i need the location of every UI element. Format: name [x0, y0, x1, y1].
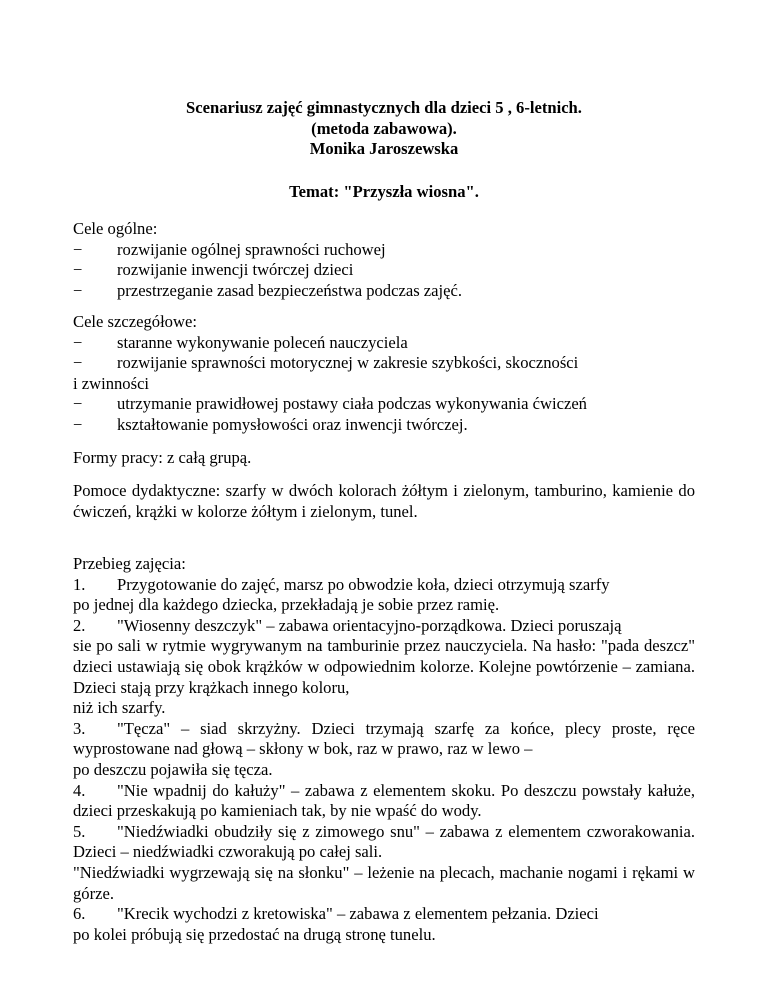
document-header [73, 98, 695, 160]
dash-bullet: − [73, 260, 83, 280]
dash-bullet: − [73, 353, 83, 373]
general-goals-heading: Cele ogólne: [73, 219, 158, 238]
dash-bullet: − [73, 332, 83, 352]
step-number: 2. [73, 615, 86, 635]
work-forms-section [73, 448, 695, 469]
step-number: 3. [73, 718, 86, 738]
work-forms-text: Formy pracy: z całą grupą. [73, 448, 252, 467]
document-title: Scenariusz zajęć gimnastycznych dla dzieci 5 , 6-letnich. [186, 98, 582, 117]
step-item: 5. "Niedźwiadki obudziły się z zimowego snu" – zabawa z elementem czworakowania. Dzieci – niedźwiadki czworakują po całej sali. [73, 821, 695, 862]
step-number: 6. [73, 904, 86, 924]
document-subtitle: (metoda zabawowa). [311, 118, 457, 138]
step-continuation: niż ich szarfy. [73, 698, 166, 718]
step-number: 5. [73, 821, 86, 841]
specific-goals-section [73, 312, 695, 436]
list-item: − kształtowanie pomysłowości oraz inwencji twórczej. [73, 414, 468, 434]
list-item: − rozwijanie inwencji twórczej dzieci [73, 260, 354, 280]
step-continuation: "Niedźwiadki wygrzewają się na słonku" – leżenie na plecach, machanie nogami i rękami w górze. [73, 862, 695, 903]
topic-title: Temat: "Przyszła wiosna". [289, 182, 479, 201]
teaching-aids-text: Pomoce dydaktyczne: szarfy w dwóch kolorach żółtym i zielonym, tamburino, kamienie do ćwiczeń, krążki w kolorze żółtym i zielonym, tunel. [73, 481, 695, 521]
topic-block [73, 182, 695, 203]
list-item: − utrzymanie prawidłowej postawy ciała podczas wykonywania ćwiczeń [73, 394, 587, 414]
course-section [73, 554, 695, 945]
list-item: − rozwijanie sprawności motorycznej w zakresie szybkości, skoczności [73, 353, 579, 373]
step-continuation: po jednej dla każdego dziecka, przekładają je sobie przez ramię. [73, 595, 500, 615]
list-item: − rozwijanie ogólnej sprawności ruchowej [73, 239, 386, 259]
dash-bullet: − [73, 394, 83, 414]
step-number: 1. [73, 574, 86, 594]
dash-bullet: − [73, 239, 83, 259]
list-item: − staranne wykonywanie poleceń nauczyciela [73, 332, 408, 352]
step-continuation: po deszczu pojawiła się tęcza. [73, 759, 273, 779]
step-item: 3. "Tęcza" – siad skrzyżny. Dzieci trzymają szarfę za końce, plecy proste, ręce wyprostowane nad głową – skłony w bok, raz w prawo, raz w lewo – [73, 718, 695, 759]
step-item: 1. Przygotowanie do zajęć, marsz po obwodzie koła, dzieci otrzymują szarfy [73, 574, 610, 594]
general-goals-section [73, 219, 695, 301]
author-name: Monika Jaroszewska [309, 139, 459, 159]
step-number: 4. [73, 780, 86, 800]
step-item: 4. "Nie wpadnij do kałuży" – zabawa z elementem skoku. Po deszczu powstały kałuże, dzieci przeskakują po kamieniach tak, by nie wpaść do wody. [73, 780, 695, 821]
step-continuation: sie po sali w rytmie wygrywanym na tamburinie przez nauczyciela. Na hasło: "pada deszcz" dzieci ustawiają się obok krążków w odpowiednim kolorze. Kolejne powtórzenie – zamiana. Dzieci stają przy krążkach innego koloru, [73, 636, 695, 697]
list-item-continuation: i zwinności [73, 373, 150, 393]
step-continuation: po kolei próbują się przedostać na drugą stronę tunelu. [73, 924, 436, 944]
teaching-aids-section [73, 481, 695, 522]
dash-bullet: − [73, 280, 83, 300]
dash-bullet: − [73, 414, 83, 434]
course-heading: Przebieg zajęcia: [73, 554, 186, 573]
step-item: 2. "Wiosenny deszczyk" – zabawa orientacyjno-porządkowa. Dzieci poruszają [73, 615, 622, 635]
specific-goals-heading: Cele szczegółowe: [73, 312, 197, 331]
list-item: − przestrzeganie zasad bezpieczeństwa podczas zajęć. [73, 280, 463, 300]
step-item: 6. "Krecik wychodzi z kretowiska" – zabawa z elementem pełzania. Dzieci [73, 904, 599, 924]
